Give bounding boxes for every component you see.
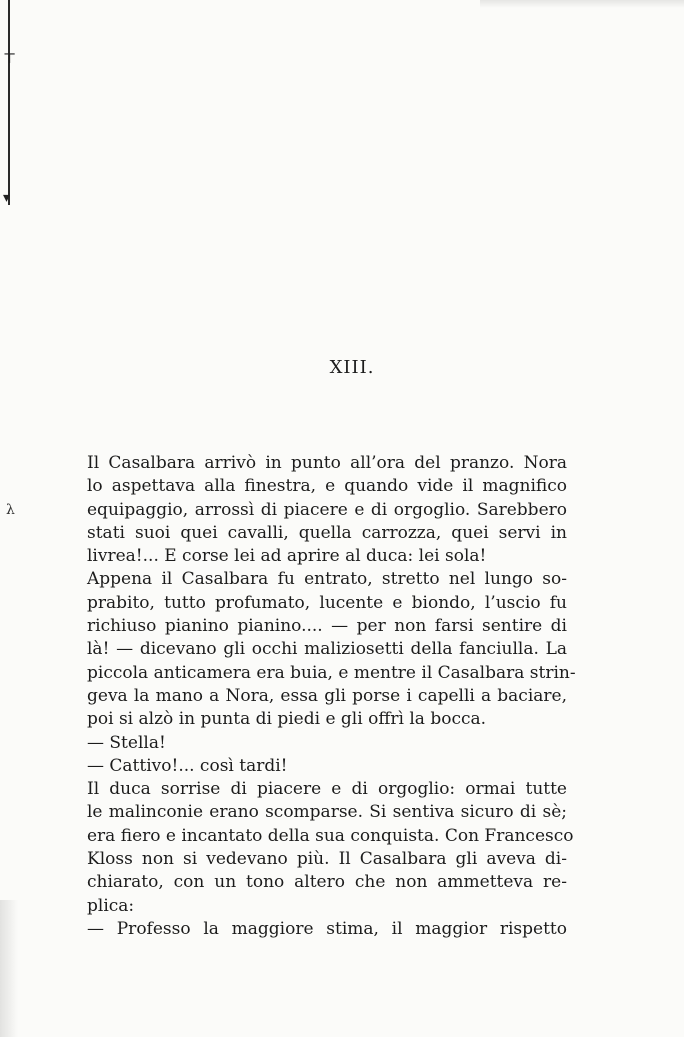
text-line: — Cattivo!... così tardi! (87, 755, 288, 776)
text-line: le malinconie erano scomparse. Si sentiva sicuro di sè; (87, 802, 567, 823)
text-line: era fiero e incantato della sua conquista. Con Francesco (87, 825, 574, 846)
text-line: Il Casalbara arrivò in punto all’ora del pranzo. Nora (87, 453, 567, 473)
text-line: poi si alzò in punta di piedi e gli offrì la bocca. (87, 709, 487, 730)
text-line: prabito, tutto profumato, lucente e biondo, l’uscio fu (87, 592, 567, 613)
text-line: stati suoi quei cavalli, quella carrozza, quei servi in (87, 522, 567, 543)
edge-mark-icon: ⊤ (3, 51, 17, 67)
body-text (87, 452, 576, 941)
text-line: — Professo la maggiore stima, il maggior rispetto (87, 918, 567, 939)
text-line: geva la mano a Nora, essa gli porse i capelli a baciare, (87, 685, 567, 706)
edge-mark-icon: ▾ (3, 190, 11, 206)
text-line: Kloss non si vedevano più. Il Casalbara gli aveva di- (87, 849, 567, 870)
scan-shadow (0, 900, 18, 1037)
text-line: equipaggio, arrossì di piacere e di orgoglio. Sarebbero (87, 499, 567, 520)
margin-mark-icon: λ (6, 502, 15, 518)
text-line: piccola anticamera era buia, e mentre il Casalbara strin- (87, 662, 576, 683)
text-line: là! — dicevano gli occhi maliziosetti della fanciulla. La (87, 639, 567, 660)
text-line: Il duca sorrise di piacere e di orgoglio: ormai tutte (87, 779, 567, 800)
text-line: richiuso pianino pianino.... — per non farsi sentire di (87, 616, 567, 637)
chapter-heading: XIII. (329, 357, 375, 378)
text-line: livrea!... E corse lei ad aprire al duca: lei sola! (87, 546, 487, 567)
text-line: chiarato, con un tono altero che non ammetteva re- (87, 872, 567, 893)
scan-shadow (480, 0, 684, 8)
text-line: lo aspettava alla finestra, e quando vide il magnifico (87, 476, 567, 497)
binding-edge-line (8, 0, 10, 205)
text-line: — Stella! (87, 732, 166, 753)
text-line: Appena il Casalbara fu entrato, stretto nel lungo so- (87, 569, 567, 590)
text-line: plica: (87, 895, 135, 916)
